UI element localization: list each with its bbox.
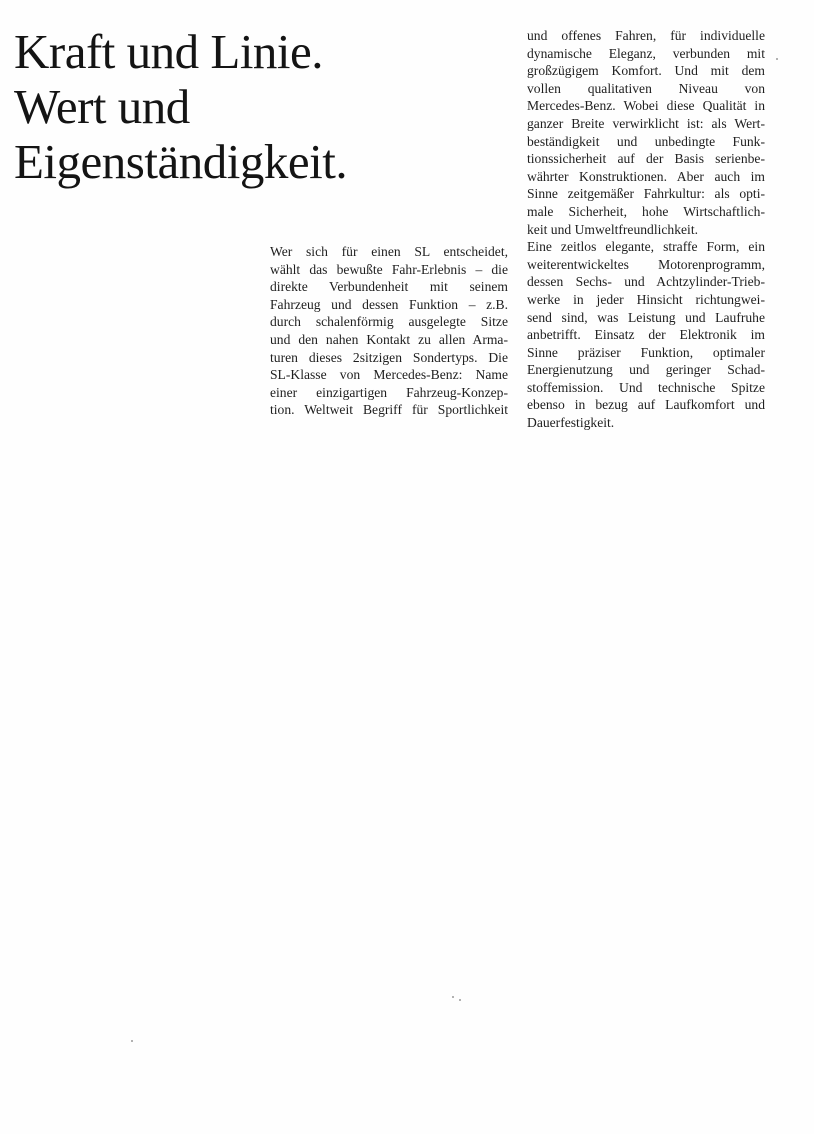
scan-speck — [776, 58, 778, 60]
headline — [14, 24, 347, 189]
text-line: anbetrifft. Einsatz der Elektronik im — [527, 327, 765, 343]
text-line: werke in jeder Hinsicht richtungwei- — [527, 291, 765, 307]
text-line: Sinne zeitgemäßer Fahrkultur: als opti- — [527, 186, 765, 202]
text-line: send sind, was Leistung und Laufruhe — [527, 309, 765, 325]
text-line: währter Konstruktionen. Aber auch im — [527, 168, 765, 184]
text-line: Mercedes-Benz. Wobei diese Qualität in — [527, 98, 765, 114]
text-line: dessen Sechs- und Achtzylinder-Trieb- — [527, 274, 765, 290]
text-line: Energienutzung und geringer Schad- — [527, 362, 765, 378]
text-line: weiterentwickeltes Motorenprogramm, — [527, 256, 765, 272]
text-line: SL-Klasse von Mercedes-Benz: Name — [270, 367, 508, 383]
headline-line: Eigenständigkeit. — [14, 134, 348, 189]
text-line: durch schalenförmig ausgelegte Sitze — [270, 314, 508, 330]
text-line: großzügigem Komfort. Und mit dem — [527, 63, 765, 79]
text-line: und offenes Fahren, für individuelle — [527, 28, 765, 43]
headline-line: Kraft und Linie. — [14, 24, 324, 79]
text-line: Dauerfestigkeit. — [527, 415, 615, 431]
text-line: Wer sich für einen SL entscheidet, — [270, 244, 508, 259]
text-line: dynamische Eleganz, verbunden mit — [527, 45, 765, 61]
scan-speck — [452, 996, 454, 998]
text-line: direkte Verbundenheit mit seinem — [270, 279, 508, 295]
text-line: vollen qualitativen Niveau von — [527, 80, 765, 96]
body-column-right — [527, 27, 765, 432]
text-line: und den nahen Kontakt zu allen Arma- — [270, 331, 508, 347]
body-column-middle — [270, 243, 508, 419]
text-line: ebenso in bezug auf Laufkomfort und — [527, 397, 765, 413]
text-line: male Sicherheit, hohe Wirtschaftlich- — [527, 203, 765, 219]
headline-line: Wert und — [14, 79, 190, 134]
text-line: turen dieses 2sitzigen Sondertyps. Die — [270, 349, 508, 365]
text-line: einer einzigartigen Fahrzeug-Konzep- — [270, 384, 508, 400]
text-line: beständigkeit und unbedingte Funk- — [527, 133, 765, 149]
text-line: ganzer Breite verwirklicht ist: als Wert- — [527, 115, 765, 131]
text-line: Eine zeitlos elegante, straffe Form, ein — [527, 239, 765, 255]
text-line: tion. Weltweit Begriff für Sportlichkeit — [270, 402, 508, 418]
text-line: tionssicherheit auf der Basis serienbe- — [527, 151, 765, 167]
text-line: wählt das bewußte Fahr-Erlebnis – die — [270, 261, 508, 277]
scan-speck — [131, 1040, 133, 1042]
text-line: Sinne präziser Funktion, optimaler — [527, 344, 765, 360]
text-line: keit und Umweltfreundlichkeit. — [527, 221, 699, 237]
text-line: Fahrzeug und dessen Funktion – z.B. — [270, 296, 508, 312]
scan-speck — [459, 999, 461, 1001]
text-line: stoffemission. Und technische Spitze — [527, 379, 765, 395]
